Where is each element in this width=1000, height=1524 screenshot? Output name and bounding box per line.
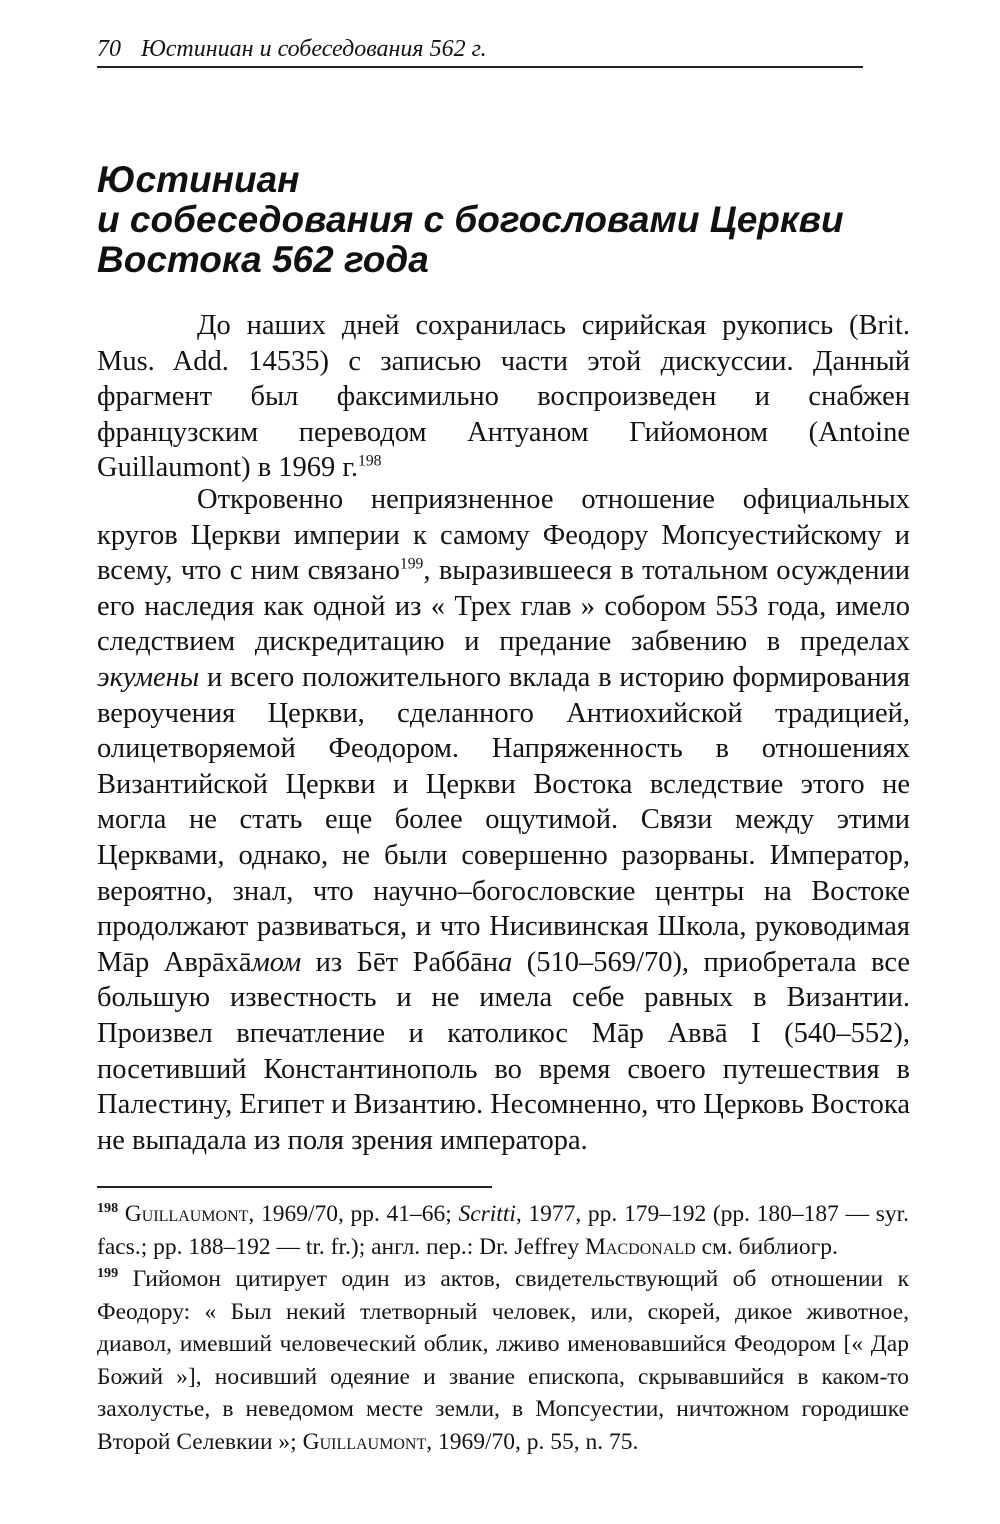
paragraph-1-text: До наших дней сохранилась сирийская рукопись (Brit. Mus. Add. 14535) с записью части этой дискуссии. Данный фрагмент был факсимильно воспроизведен и снабжен французским переводом Антуаном Гийомоном (Antoine Guillaumont) в 1969 г. xyxy=(97,310,910,484)
footnote-number: 199 xyxy=(97,1265,119,1282)
paragraph-2-text: и всего положительного вклада в историю формирования вероучения Церкви, сделанного Антиохийской традицией, олицетворяемой Феодором. Напряженность в отношениях Византийской Церкви и Церкви Востока вследствие этого не могла не стать еще более ощутимой. Связи между этими Церквами, однако, не были совершенно разорваны. Император, вероятно, знал, что научно–богословские центры на Востоке продолжают развиваться, и что Нисивинская Школа, руководимая Мāр Аврāхā xyxy=(97,661,910,978)
footnote-number: 198 xyxy=(97,1200,119,1217)
author-name: Macdonald xyxy=(585,1233,696,1260)
footnote-198 xyxy=(97,1198,909,1263)
footnotes xyxy=(97,1198,909,1458)
footnote-199 xyxy=(97,1263,909,1458)
chapter-title-line-2: и собеседования с богословами Церкви xyxy=(97,199,844,240)
work-title: Scritti xyxy=(458,1201,516,1227)
chapter-title-line-1: Юстиниан xyxy=(97,159,300,200)
footnote-ref-198[interactable]: 198 xyxy=(358,452,382,470)
footnote-text: , 1969/70, p. 55, n. 75. xyxy=(426,1428,639,1455)
author-name: Guillaumont xyxy=(302,1428,427,1455)
italic-ending: а xyxy=(498,946,513,978)
italic-ending: мом xyxy=(251,946,302,978)
footnote-text: Гийомон цитирует один из актов, свидетельствующий об отношении к Феодору: « Был некий тлетворный человек, или, скорей, дикое животное, диавол, имевший человеческий облик, лживо именовавшийся Феодором [« Дар Божий »], носивший одеяние и звание епископа, скрывавшийся в каком-то захолустье, в неведомом месте земли, в Мопсуестии, ничтожном городишке Второй Селевкии »; xyxy=(97,1266,909,1455)
paragraph-2 xyxy=(97,482,910,1158)
paragraph-2-text: (510–569/70), приобретала все большую известность и не имела себе равных в Византии. Произвел впечатление и католикос Мāр Аввā I (540–552), посетивший Константинополь во время своего путешествия в Палестину, Египет и Византию. Несомненно, что Церковь Востока не выпадала из поля зрения императора. xyxy=(97,946,910,1156)
italic-term: экумены xyxy=(97,661,200,693)
footnote-divider xyxy=(97,1186,492,1188)
paragraph-2-text: из Бēт Раббāн xyxy=(301,946,499,978)
running-header xyxy=(97,34,863,68)
page-number: 70 xyxy=(97,36,121,62)
footnote-text: , 1977, pp. 179–192 (pp. 180–187 — syr. facs.; pp. 188–192 — tr. fr.); англ. пер.: Dr. Jeffrey xyxy=(97,1201,910,1260)
footnote-text: , 1969/70, pp. 41–66; xyxy=(248,1201,459,1227)
paragraph-2-text: , выразившееся в тотальном осуждении его наследия как одной из « Трех глав » собором 553 года, имело следствием дискредитацию и предание забвению в пределах xyxy=(97,555,910,658)
chapter-title-line-3: Востока 562 года xyxy=(97,239,429,280)
paragraph-2-text: Откровенно неприязненное отношение официальных кругов Церкви империи к самому Феодору Мопсуестийскому и всему, что с ним связано xyxy=(97,484,910,587)
footnote-ref-199[interactable]: 199 xyxy=(399,555,424,573)
running-title: Юстиниан и собеседования 562 г. xyxy=(141,36,487,62)
author-name: Guillaumont xyxy=(124,1201,249,1227)
footnote-text: см. библиогр. xyxy=(695,1233,838,1260)
chapter-title xyxy=(97,160,897,280)
paragraph-1 xyxy=(97,308,910,486)
